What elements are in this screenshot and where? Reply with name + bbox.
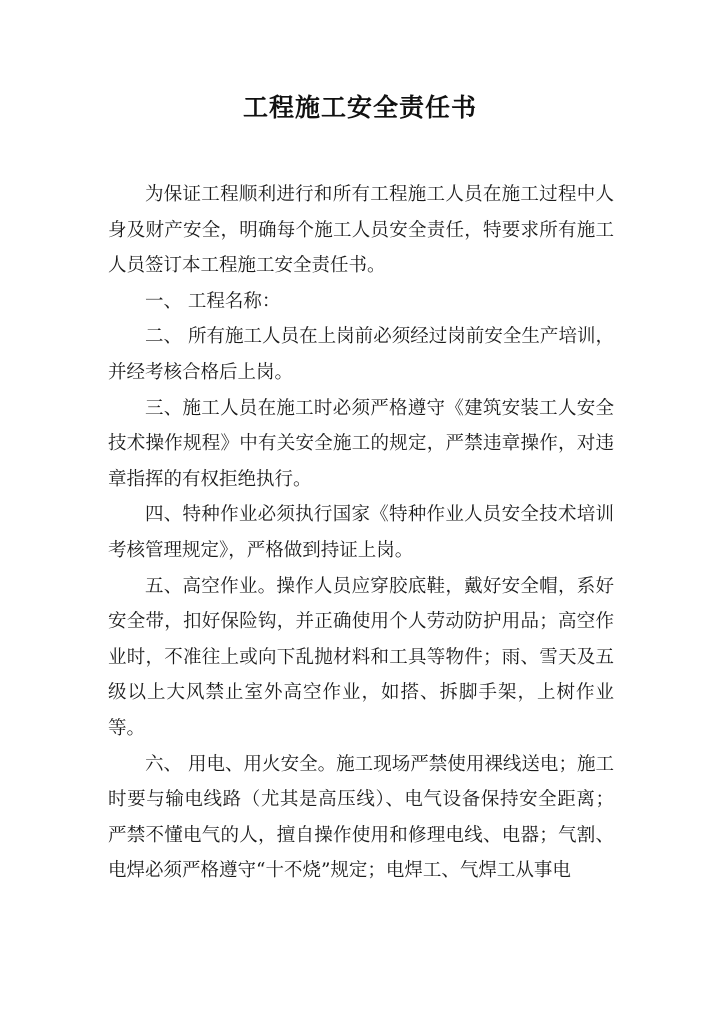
clause-5-high-altitude-work: 五、高空作业。操作人员应穿胶底鞋，戴好安全帽，系好安全带，扣好保险钩，并正确使用个人劳动防护用品；高空作业时，不准往上或向下乱抛材料和工具等物件；雨、雪天及五级以上大风禁止室外高空作业，如搭、拆脚手架，上树作业等。 (108, 575, 614, 739)
clause-4-special-operations: 四、特种作业必须执行国家《特种作业人员安全技术培训考核管理规定》，严格做到持证上岗。 (108, 504, 614, 561)
clause-1-project-name: 一、 工程名称： (145, 290, 281, 312)
document-title: 工程施工安全责任书 (242, 93, 477, 122)
intro-paragraph: 为保证工程顺利进行和所有工程施工人员在施工过程中人身及财产安全，明确每个施工人员安全责任，特要求所有施工人员签订本工程施工安全责任书。 (108, 184, 614, 277)
clause-2-training: 二、 所有施工人员在上岗前必须经过岗前安全生产培训，并经考核合格后上岗。 (108, 326, 614, 383)
clause-6-electricity-fire-safety: 六、 用电、用火安全。施工现场严禁使用裸线送电；施工时要与输电线路（尤其是高压线）、电气设备保持安全距离；严禁不懂电气的人，擅自操作使用和修理电线、电器；气割、电焊必须严格遵守“十不烧”规定；电焊工、气焊工从事电 (108, 753, 614, 882)
document-body (108, 177, 614, 889)
clause-3-operation-rules: 三、施工人员在施工时必须严格遵守《建筑安装工人安全技术操作规程》中有关安全施工的规定，严禁违章操作，对违章指挥的有权拒绝执行。 (108, 397, 614, 490)
